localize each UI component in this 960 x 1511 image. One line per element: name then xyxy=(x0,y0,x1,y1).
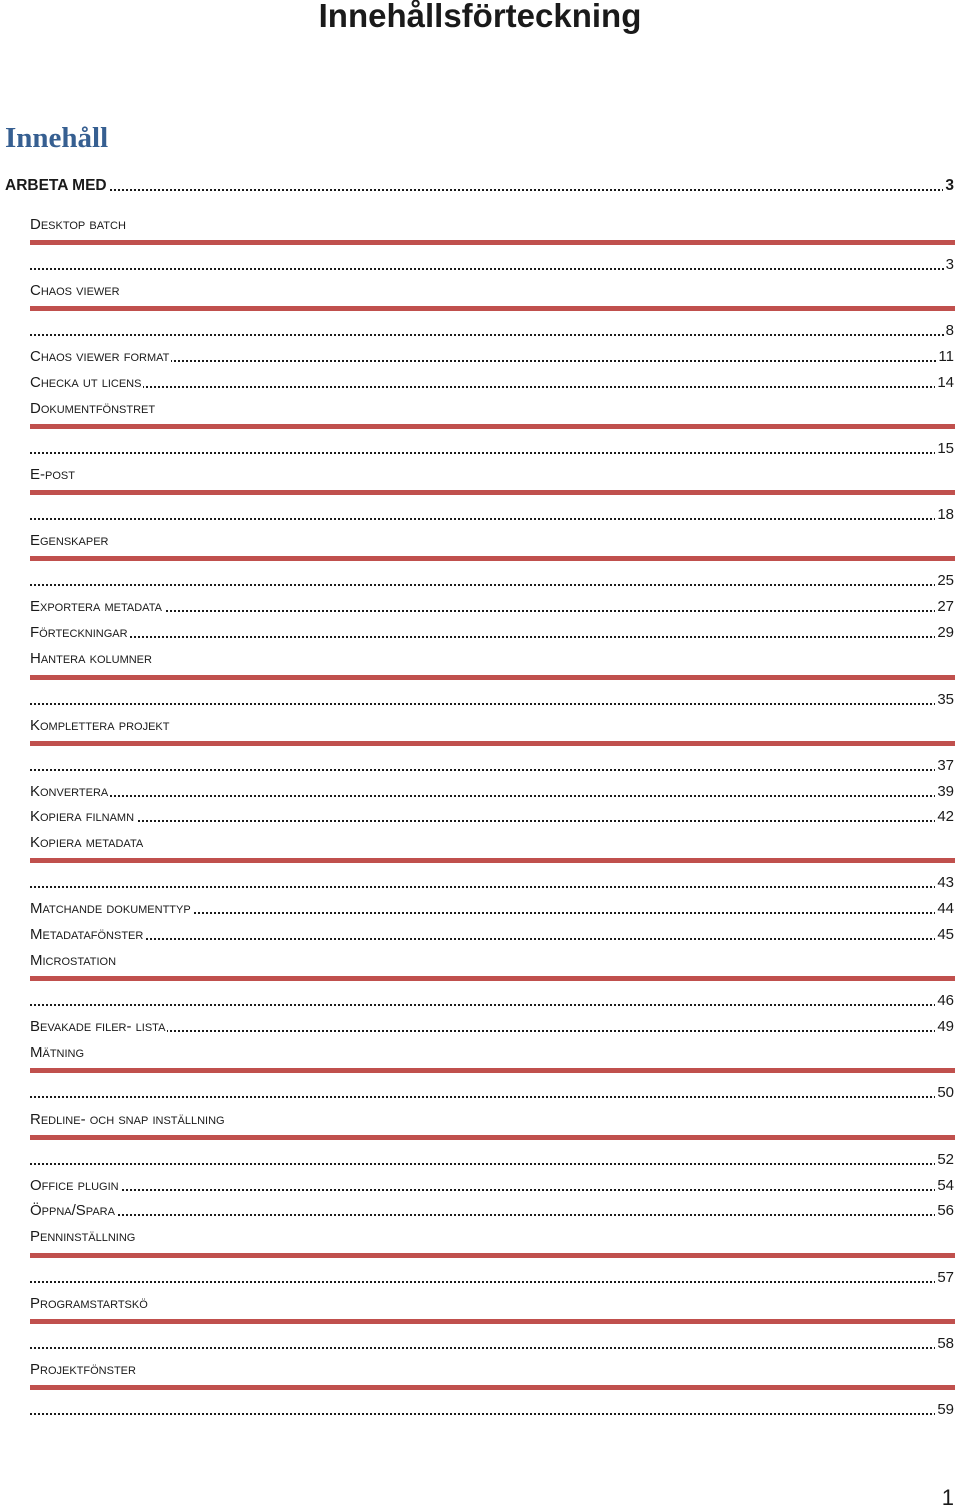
divider-rule xyxy=(30,490,955,495)
dot-leader xyxy=(30,1004,952,1006)
toc-entry-label: E-post xyxy=(30,464,77,486)
dot-leader xyxy=(30,452,952,454)
toc-entry[interactable] xyxy=(0,806,960,828)
toc-entry-page: 44 xyxy=(935,898,954,920)
toc-entry-label: Penninställning xyxy=(30,1226,137,1248)
toc-entry-label: Desktop batch xyxy=(30,214,128,236)
toc-entry-page: 56 xyxy=(935,1200,954,1222)
toc-entry-page-row[interactable] xyxy=(0,1082,960,1104)
toc-entry-label: Programstartskö xyxy=(30,1293,150,1315)
toc-entry-label: Chaos viewer format xyxy=(30,346,171,368)
toc-entry-page: 50 xyxy=(935,1082,954,1104)
dot-leader xyxy=(30,268,952,270)
toc-entry[interactable] xyxy=(0,924,960,946)
toc-entry-page-row[interactable] xyxy=(0,570,960,592)
toc-entry-page-row[interactable] xyxy=(0,990,960,1012)
toc-entry-page: 8 xyxy=(944,320,954,342)
toc-entry-label: Exportera metadata xyxy=(30,596,164,618)
toc-entry-arbeta-med[interactable] xyxy=(0,175,960,197)
toc-entry-page: 25 xyxy=(935,570,954,592)
toc-entry-page: 27 xyxy=(935,596,954,618)
dot-leader xyxy=(30,334,952,336)
toc-entry-label: Matchande dokumenttyp xyxy=(30,898,193,920)
dot-leader xyxy=(30,1347,952,1349)
toc-entry-page: 35 xyxy=(935,689,954,711)
dot-leader xyxy=(30,518,952,520)
divider-rule xyxy=(30,240,955,245)
dot-leader xyxy=(30,636,952,638)
toc-entry-label: Kopiera metadata xyxy=(30,832,145,854)
toc-entry-label-row[interactable] xyxy=(0,398,960,420)
toc-entry-label: Komplettera projekt xyxy=(30,715,171,737)
toc-entry-page: 57 xyxy=(935,1267,954,1289)
toc-entry-label-row[interactable] xyxy=(0,715,960,737)
toc-entry-label: Hantera kolumner xyxy=(30,648,154,670)
dot-leader xyxy=(30,1189,952,1191)
toc-entry[interactable] xyxy=(0,898,960,920)
divider-rule xyxy=(30,1068,955,1073)
dot-leader xyxy=(30,1163,952,1165)
dot-leader xyxy=(30,703,952,705)
toc-entry-page: 43 xyxy=(935,872,954,894)
toc-entry-page: 49 xyxy=(935,1016,954,1038)
page-number: 1 xyxy=(941,1485,954,1510)
toc-entry-label: Office plugin xyxy=(30,1175,121,1197)
dot-leader xyxy=(30,938,952,940)
toc-entry[interactable] xyxy=(0,372,960,394)
toc-entry-label-row[interactable] xyxy=(0,1293,960,1315)
dot-leader xyxy=(30,1281,952,1283)
toc-entry-page: 46 xyxy=(935,990,954,1012)
toc-entry-label: Öppna/Spara xyxy=(30,1200,117,1222)
toc-entry-label-row[interactable] xyxy=(0,1226,960,1248)
toc-entry[interactable] xyxy=(0,781,960,803)
dot-leader xyxy=(5,189,952,191)
toc-entry-label: Konvertera xyxy=(30,781,110,803)
toc-entry-page-row[interactable] xyxy=(0,755,960,777)
divider-rule xyxy=(30,1253,955,1258)
toc-entry-page-row[interactable] xyxy=(0,320,960,342)
toc-entry-label: Dokumentfönstret xyxy=(30,398,157,420)
toc-entry[interactable] xyxy=(0,1200,960,1222)
toc-entry-page-row[interactable] xyxy=(0,689,960,711)
dot-leader xyxy=(30,610,952,612)
divider-rule xyxy=(30,976,955,981)
dot-leader xyxy=(30,1214,952,1216)
toc-entry-label: Metadatafönster xyxy=(30,924,145,946)
toc-heading: Innehåll xyxy=(5,122,109,154)
toc-entry-label: Bevakade filer- lista xyxy=(30,1016,167,1038)
toc-entry-page: 37 xyxy=(935,755,954,777)
toc-entry[interactable] xyxy=(0,1175,960,1197)
toc-entry-label: Förteckningar xyxy=(30,622,130,644)
toc-entry-page: 18 xyxy=(935,504,954,526)
toc-entry-label: ARBETA MED xyxy=(5,175,109,197)
toc-entry-page-row[interactable] xyxy=(0,1149,960,1171)
divider-rule xyxy=(30,556,955,561)
toc-entry-page: 54 xyxy=(935,1175,954,1197)
toc-entry-label-row[interactable] xyxy=(0,1359,960,1381)
toc-entry-label: Chaos viewer xyxy=(30,280,122,302)
toc-entry-label: Mätning xyxy=(30,1042,86,1064)
divider-rule xyxy=(30,741,955,746)
toc-entry[interactable] xyxy=(0,596,960,618)
toc-entry-label-row[interactable] xyxy=(0,214,960,236)
toc-entry[interactable] xyxy=(0,346,960,368)
toc-entry-page-row[interactable] xyxy=(0,1333,960,1355)
toc-entry-page: 59 xyxy=(935,1399,954,1421)
dot-leader xyxy=(30,1413,952,1415)
toc-entry-label: Egenskaper xyxy=(30,530,110,552)
toc-entry-page-row[interactable] xyxy=(0,872,960,894)
toc-entry-page: 3 xyxy=(943,175,954,197)
toc-entry-page-row[interactable] xyxy=(0,254,960,276)
toc-entry-label: Redline- och snap inställning xyxy=(30,1109,227,1131)
toc-entry-label-row[interactable] xyxy=(0,464,960,486)
divider-rule xyxy=(30,306,955,311)
toc-entry-label-row[interactable] xyxy=(0,530,960,552)
toc-entry[interactable] xyxy=(0,1016,960,1038)
toc-entry-label: Projektfönster xyxy=(30,1359,138,1381)
toc-entry-page-row[interactable] xyxy=(0,438,960,460)
toc-entry-label-row[interactable] xyxy=(0,280,960,302)
toc-entry-page: 15 xyxy=(935,438,954,460)
toc-entry-page: 29 xyxy=(935,622,954,644)
toc-entry-label-row[interactable] xyxy=(0,1109,960,1131)
dot-leader xyxy=(30,1030,952,1032)
toc-entry-page: 11 xyxy=(936,346,954,368)
dot-leader xyxy=(30,386,952,388)
page-title: Innehållsförteckning xyxy=(318,0,642,34)
dot-leader xyxy=(30,584,952,586)
divider-rule xyxy=(30,1385,955,1390)
dot-leader xyxy=(30,1096,952,1098)
toc-entry[interactable] xyxy=(0,622,960,644)
toc-entry-page: 45 xyxy=(935,924,954,946)
toc-entry-label: Microstation xyxy=(30,950,118,972)
toc-entry-page: 14 xyxy=(935,372,954,394)
dot-leader xyxy=(30,769,952,771)
divider-rule xyxy=(30,1135,955,1140)
divider-rule xyxy=(30,675,955,680)
toc-entry-label: Kopiera filnamn xyxy=(30,806,136,828)
toc-entry-label-row[interactable] xyxy=(0,832,960,854)
toc-entry-label-row[interactable] xyxy=(0,1042,960,1064)
toc-entry-page-row[interactable] xyxy=(0,1399,960,1421)
divider-rule xyxy=(30,424,955,429)
toc-entry-label-row[interactable] xyxy=(0,950,960,972)
toc-entry-page: 39 xyxy=(935,781,954,803)
toc-entry-page-row[interactable] xyxy=(0,504,960,526)
divider-rule xyxy=(30,1319,955,1324)
toc-entry-label-row[interactable] xyxy=(0,648,960,670)
dot-leader xyxy=(30,820,952,822)
toc-entry-page: 3 xyxy=(944,254,954,276)
dot-leader xyxy=(30,795,952,797)
toc-entry-page: 52 xyxy=(935,1149,954,1171)
toc-entry-label: Checka ut licens xyxy=(30,372,143,394)
dot-leader xyxy=(30,886,952,888)
toc-entry-page: 42 xyxy=(935,806,954,828)
toc-entry-page-row[interactable] xyxy=(0,1267,960,1289)
toc-entry-page: 58 xyxy=(935,1333,954,1355)
divider-rule xyxy=(30,858,955,863)
